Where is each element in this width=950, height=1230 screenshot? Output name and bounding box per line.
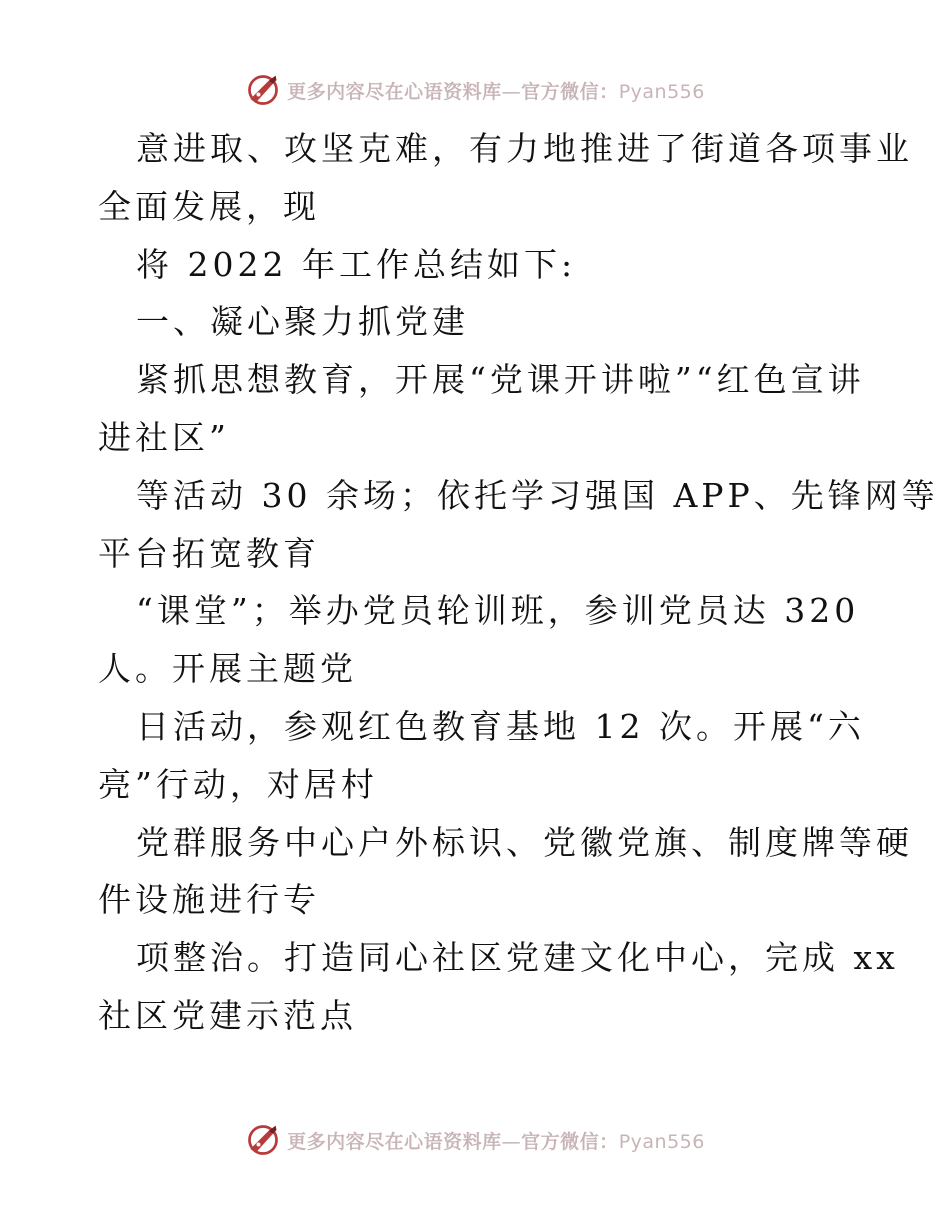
body-line: 将 2022 年工作总结如下: <box>136 244 577 284</box>
section-heading: 一、凝心聚力抓党建 <box>136 302 469 342</box>
body-line: 进社区” <box>98 417 230 457</box>
document-body <box>98 120 939 1045</box>
watermark-brand: 更多内容尽在心语资料库 <box>287 1130 502 1153</box>
body-line: 项整治。打造同心社区党建文化中心，完成 xx <box>136 938 899 978</box>
pen-logo-icon <box>245 1122 281 1158</box>
body-line: 人。开展主题党 <box>98 649 357 689</box>
watermark-separator: — <box>501 1130 522 1153</box>
watermark-id: Pyan556 <box>618 80 705 103</box>
body-line: “课堂”；举办党员轮训班，参训党员达 320 <box>136 591 860 631</box>
body-line: 紧抓思想教育，开展“党课开讲啦”“红色宣讲 <box>136 360 865 400</box>
header-watermark <box>0 70 950 110</box>
watermark-brand: 更多内容尽在心语资料库 <box>287 80 502 103</box>
footer-watermark <box>0 1120 950 1160</box>
body-line: 等活动 30 余场；依托学习强国 APP、先锋网等 <box>136 475 939 515</box>
pen-logo-icon <box>245 72 281 108</box>
watermark-separator: — <box>501 80 522 103</box>
watermark-text <box>287 77 705 104</box>
body-line: 社区党建示范点 <box>98 995 357 1035</box>
body-line: 平台拓宽教育 <box>98 533 320 573</box>
watermark-contact: 官方微信： <box>521 1130 619 1153</box>
watermark-text <box>287 1127 705 1154</box>
body-line: 日活动，参观红色教育基地 12 次。开展“六 <box>136 706 865 746</box>
body-line: 件设施进行专 <box>98 880 320 920</box>
body-line: 意进取、攻坚克难，有力地推进了街道各项事业 <box>136 129 913 168</box>
body-line: 党群服务中心户外标识、党徽党旗、制度牌等硬 <box>136 822 913 862</box>
watermark-id: Pyan556 <box>618 1130 705 1153</box>
body-line: 亮”行动，对居村 <box>98 764 378 804</box>
body-line: 全面发展，现 <box>98 186 320 226</box>
watermark-contact: 官方微信： <box>521 80 619 103</box>
